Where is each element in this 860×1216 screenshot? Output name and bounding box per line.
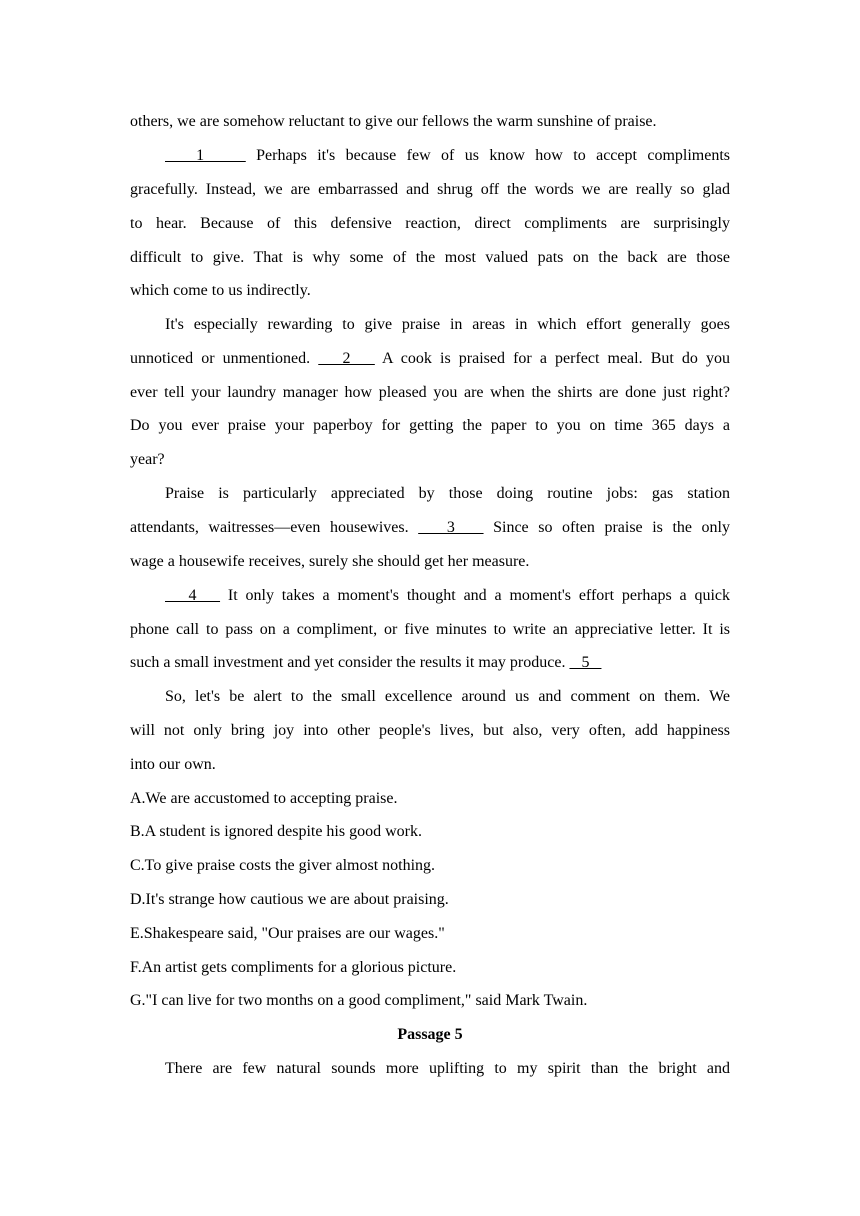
paragraph-5-line-1: So, let's be alert to the small excellence around us and comment on them. We: [165, 688, 730, 705]
option-b: B.A student is ignored despite his good work.: [130, 823, 422, 840]
option-d: D.It's strange how cautious we are about praising.: [130, 891, 449, 908]
passage-5-heading: Passage 5: [397, 1026, 463, 1043]
intro-line: others, we are somehow reluctant to give our fellows the warm sunshine of praise.: [130, 113, 657, 130]
paragraph-2-line-5: year?: [130, 451, 165, 468]
paragraph-3-line-2: attendants, waitresses—even housewives. 3 Since so often praise is the only: [130, 519, 730, 536]
paragraph-2-line-2: unnoticed or unmentioned. 2 A cook is praised for a perfect meal. But do you: [130, 350, 731, 367]
blank-3[interactable]: 3: [418, 519, 484, 536]
option-g: G."I can live for two months on a good compliment," said Mark Twain.: [130, 992, 588, 1009]
paragraph-2-line-1: It's especially rewarding to give praise in areas in which effort generally goes: [165, 316, 730, 333]
paragraph-5-line-2: will not only bring joy into other people's lives, but also, very often, add happiness: [130, 722, 730, 739]
paragraph-4-line-2: phone call to pass on a compliment, or five minutes to write an appreciative letter. It is: [130, 621, 730, 638]
option-c: C.To give praise costs the giver almost nothing.: [130, 857, 436, 874]
passage-5-line-1: There are few natural sounds more uplifting to my spirit than the bright and: [165, 1060, 730, 1077]
option-a: A.We are accustomed to accepting praise.: [130, 790, 398, 807]
option-f: F.An artist gets compliments for a glorious picture.: [130, 959, 457, 976]
paragraph-3-line-3: wage a housewife receives, surely she should get her measure.: [130, 553, 530, 570]
paragraph-2-line-3: ever tell your laundry manager how pleased you are when the shirts are done just right?: [130, 384, 730, 401]
blank-4[interactable]: 4: [165, 587, 221, 604]
paragraph-1-line-2: gracefully. Instead, we are embarrassed and shrug off the words we are really so glad: [130, 181, 730, 198]
paragraph-1-line-1: 1 Perhaps it's because few of us know how to accept compliments: [165, 147, 731, 164]
paragraph-4-line-1: 4 It only takes a moment's thought and a moment's effort perhaps a quick: [165, 587, 731, 604]
paragraph-1-line-3: to hear. Because of this defensive reaction, direct compliments are surprisingly: [130, 215, 730, 232]
paragraph-2-line-4: Do you ever praise your paperboy for getting the paper to you on time 365 days a: [130, 417, 730, 434]
paragraph-1-line-4: difficult to give. That is why some of the most valued pats on the back are those: [130, 249, 730, 266]
paragraph-1-line-5: which come to us indirectly.: [130, 282, 311, 299]
blank-5[interactable]: 5: [569, 654, 602, 671]
paragraph-4-line-3: such a small investment and yet consider the results it may produce. 5: [130, 654, 602, 671]
blank-2[interactable]: 2: [318, 350, 375, 367]
paragraph-3-line-1: Praise is particularly appreciated by those doing routine jobs: gas station: [165, 485, 730, 502]
blank-1[interactable]: 1: [165, 147, 246, 164]
option-e: E.Shakespeare said, "Our praises are our wages.": [130, 925, 445, 942]
paragraph-5-line-3: into our own.: [130, 756, 216, 773]
